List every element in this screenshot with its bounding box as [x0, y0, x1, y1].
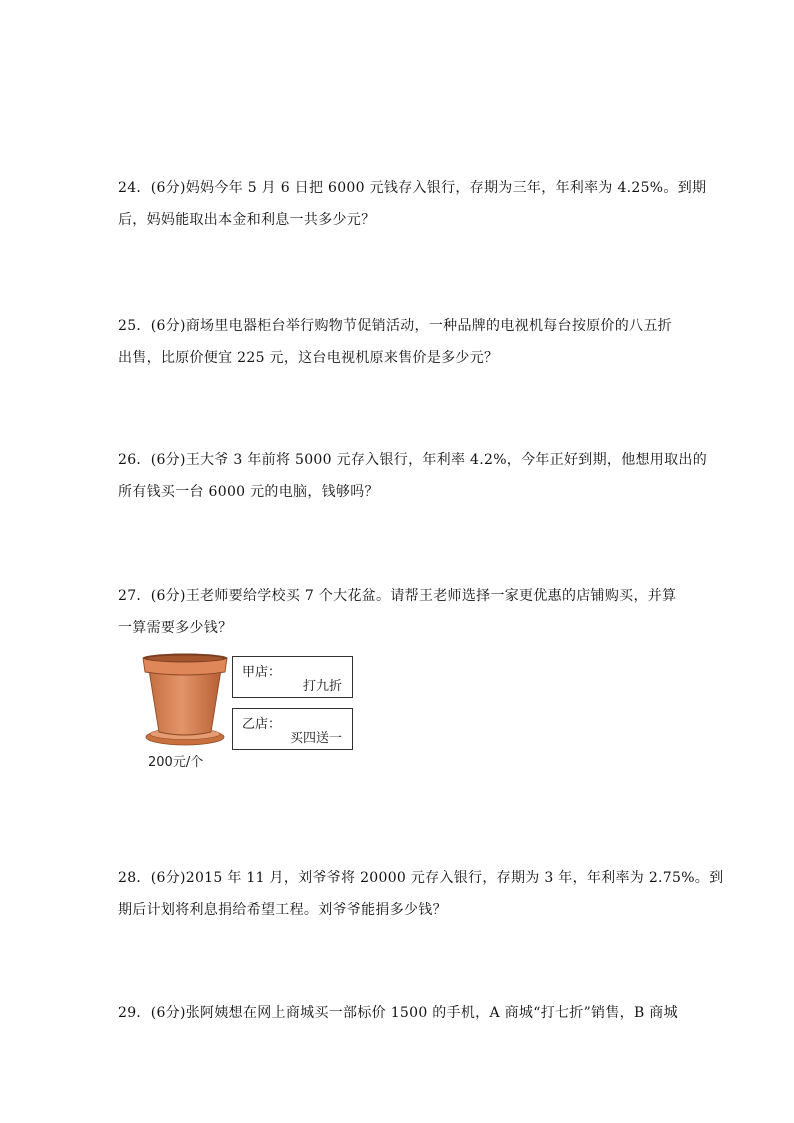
question-26-line-2: 所有钱买一台 6000 元的电脑，钱够吗？ [118, 484, 379, 500]
question-28 [118, 862, 724, 926]
question-27-line-2: 一算需要多少钱？ [118, 620, 233, 636]
question-27 [118, 580, 678, 644]
question-28-line-2: 期后计划将利息捐给希望工程。刘爷爷能捐多少钱？ [118, 902, 447, 918]
question-29 [118, 997, 678, 1029]
shop-a-box [232, 656, 353, 698]
question-28-line-1: 28．(6分)2015 年 11 月，刘爷爷将 20000 元存入银行，存期为 3 年，年利率为 2.75%。到 [118, 870, 724, 886]
question-26 [118, 444, 707, 508]
question-25-line-1: 25．(6分)商场里电器柜台举行购物节促销活动，一种品牌的电视机每台按原价的八五折 [118, 318, 672, 334]
shop-b-deal: 买四送一 [289, 731, 342, 746]
question-29-line-1: 29．(6分)张阿姨想在网上商城买一部标价 1500 的手机，A 商城“打七折”销售，B 商城 [118, 1005, 678, 1021]
shop-a-deal: 打九折 [302, 679, 342, 694]
question-25-line-2: 出售，比原价便宜 225 元，这台电视机原来售价是多少元？ [118, 350, 499, 366]
question-24-line-2: 后，妈妈能取出本金和利息一共多少元？ [118, 212, 376, 228]
question-24 [118, 172, 707, 236]
question-24-line-1: 24．(6分)妈妈今年 5 月 6 日把 6000 元钱存入银行，存期为三年，年利率为 4.25%。到期 [118, 180, 707, 196]
question-26-line-1: 26．(6分)王大爷 3 年前将 5000 元存入银行，年利率 4.2%，今年正好到期，他想用取出的 [118, 452, 707, 468]
question-27-line-1: 27．(6分)王老师要给学校买 7 个大花盆。请帮王老师选择一家更优惠的店铺购买，并算 [118, 588, 677, 604]
pot-price-label: 200元/个 [148, 755, 204, 770]
shop-b-box [232, 708, 353, 750]
flower-pot-icon [135, 652, 235, 752]
shop-b-name: 乙店： [242, 717, 282, 732]
shop-a-name: 甲店： [242, 665, 282, 680]
question-25 [118, 310, 678, 374]
